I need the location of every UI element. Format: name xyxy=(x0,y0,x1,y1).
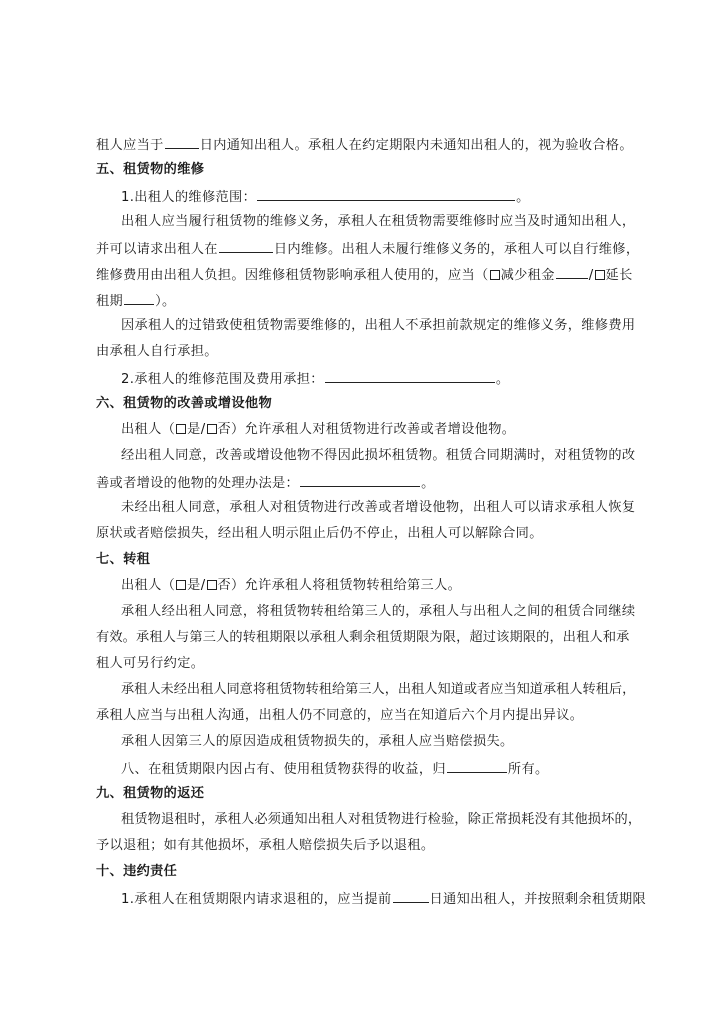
text: 是/ xyxy=(187,422,206,437)
fill-blank[interactable] xyxy=(447,760,507,773)
text: / xyxy=(588,268,594,283)
checkbox[interactable] xyxy=(595,270,605,280)
text: 善或者增设的他物的处理办法是： xyxy=(96,476,300,491)
fill-blank[interactable] xyxy=(300,474,420,487)
paragraph-line xyxy=(121,578,461,594)
paragraph-line xyxy=(121,760,549,778)
text: 。 xyxy=(421,476,435,491)
paragraph-line: 承租人应当与出租人沟通，出租人仍不同意的，应当在知道后六个月内提出异议。 xyxy=(96,708,584,723)
text: 租期 xyxy=(96,294,124,309)
text: 日通知出租人，并按照剩余租赁期限 xyxy=(429,892,647,907)
text: ）。 xyxy=(155,294,176,309)
text: 2.承租人的维修范围及费用承担： xyxy=(121,372,324,387)
text: 八、在租赁期限内因占有、使用租赁物获得的收益，归 xyxy=(121,762,446,777)
paragraph-line xyxy=(96,266,633,284)
text: 维修费用由出租人负担。因维修租赁物影响承租人使用的，应当（ xyxy=(96,268,489,283)
fill-blank[interactable] xyxy=(257,188,515,201)
checkbox-yes[interactable] xyxy=(176,580,186,590)
paragraph-line: 承租人经出租人同意，将租赁物转租给第三人的，承租人与出租人之间的租赁合同继续 xyxy=(121,604,636,619)
fill-blank[interactable] xyxy=(556,266,588,279)
checkbox[interactable] xyxy=(490,270,500,280)
checkbox-no[interactable] xyxy=(207,580,217,590)
text: 减少租金 xyxy=(500,268,555,283)
paragraph-line: 租赁物退租时，承租人必须通知出租人对租赁物进行检验，除正常损耗没有其他损坏的， xyxy=(121,812,642,827)
section-heading-6: 六、租赁物的改善或增设他物 xyxy=(96,396,272,411)
fill-blank[interactable] xyxy=(325,370,495,383)
paragraph-line xyxy=(96,474,435,492)
paragraph-line: 出租人应当履行租赁物的维修义务，承租人在租赁物需要维修时应当及时通知出租人， xyxy=(121,214,636,229)
fill-blank[interactable] xyxy=(124,292,154,305)
paragraph-line xyxy=(121,188,530,206)
section-heading-10: 十、违约责任 xyxy=(96,864,178,879)
paragraph-line: 租人可另行约定。 xyxy=(96,656,205,671)
paragraph-line: 原状或者赔偿损失，经出租人明示阻止后仍不停止，出租人可以解除合同。 xyxy=(96,526,543,541)
paragraph-line: 承租人未经出租人同意将租赁物转租给第三人，出租人知道或者应当知道承租人转租后， xyxy=(121,682,636,697)
text: 否）允许承租人对租赁物进行改善或者增设他物。 xyxy=(217,422,516,437)
paragraph-line: 未经出租人同意，承租人对租赁物进行改善或者增设他物，出租人可以请求承租人恢复 xyxy=(121,500,636,515)
paragraph-line xyxy=(96,240,639,258)
paragraph-line: 经出租人同意，改善或增设他物不得因此损坏租赁物。租赁合同期满时，对租赁物的改 xyxy=(121,448,636,463)
text: 否）允许承租人将租赁物转租给第三人。 xyxy=(217,578,462,593)
text: 。 xyxy=(516,190,530,205)
text: 租人应当于 xyxy=(96,138,164,153)
paragraph-line: 由承租人自行承担。 xyxy=(96,344,218,359)
fill-blank[interactable] xyxy=(219,240,273,253)
text: 。 xyxy=(495,372,510,387)
text: 1.出租人的维修范围： xyxy=(121,190,257,205)
paragraph-line: 予以退租；如有其他损坏，承租人赔偿损失后予以退租。 xyxy=(96,838,435,853)
paragraph-line: 有效。承租人与第三人的转租期限以承租人剩余租赁期限为限，超过该期限的，出租人和承 xyxy=(96,630,630,645)
text: 1.承租人在租赁期限内请求退租的，应当提前 xyxy=(121,892,392,907)
text: 日内通知出租人。承租人在约定期限内未通知出租人的，视为验收合格。 xyxy=(199,138,633,153)
text: 是/ xyxy=(187,578,206,593)
paragraph-line: 承租人因第三人的原因造成租赁物损失的，承租人应当赔偿损失。 xyxy=(121,734,514,749)
paragraph-line xyxy=(121,422,515,438)
paragraph-line xyxy=(96,292,176,310)
section-heading-9: 九、租赁物的返还 xyxy=(96,786,205,801)
paragraph-line: 因承租人的过错致使租赁物需要维修的，出租人不承担前款规定的维修义务，维修费用 xyxy=(121,318,636,333)
fill-blank[interactable] xyxy=(393,890,429,903)
section-heading-5: 五、租赁物的维修 xyxy=(96,162,205,177)
text: 日内维修。出租人未履行维修义务的，承租人可以自行维修， xyxy=(273,242,640,257)
text: 出租人（ xyxy=(121,422,176,437)
paragraph-line xyxy=(121,370,509,388)
text: 出租人（ xyxy=(121,578,176,593)
section-heading-7: 七、转租 xyxy=(96,552,151,567)
fill-blank[interactable] xyxy=(165,136,199,149)
paragraph-line xyxy=(121,890,646,908)
text: 延长 xyxy=(605,268,633,283)
checkbox-no[interactable] xyxy=(207,424,217,434)
text: 所有。 xyxy=(507,762,549,777)
paragraph-line xyxy=(96,136,633,154)
text: 并可以请求出租人在 xyxy=(96,242,218,257)
checkbox-yes[interactable] xyxy=(176,424,186,434)
